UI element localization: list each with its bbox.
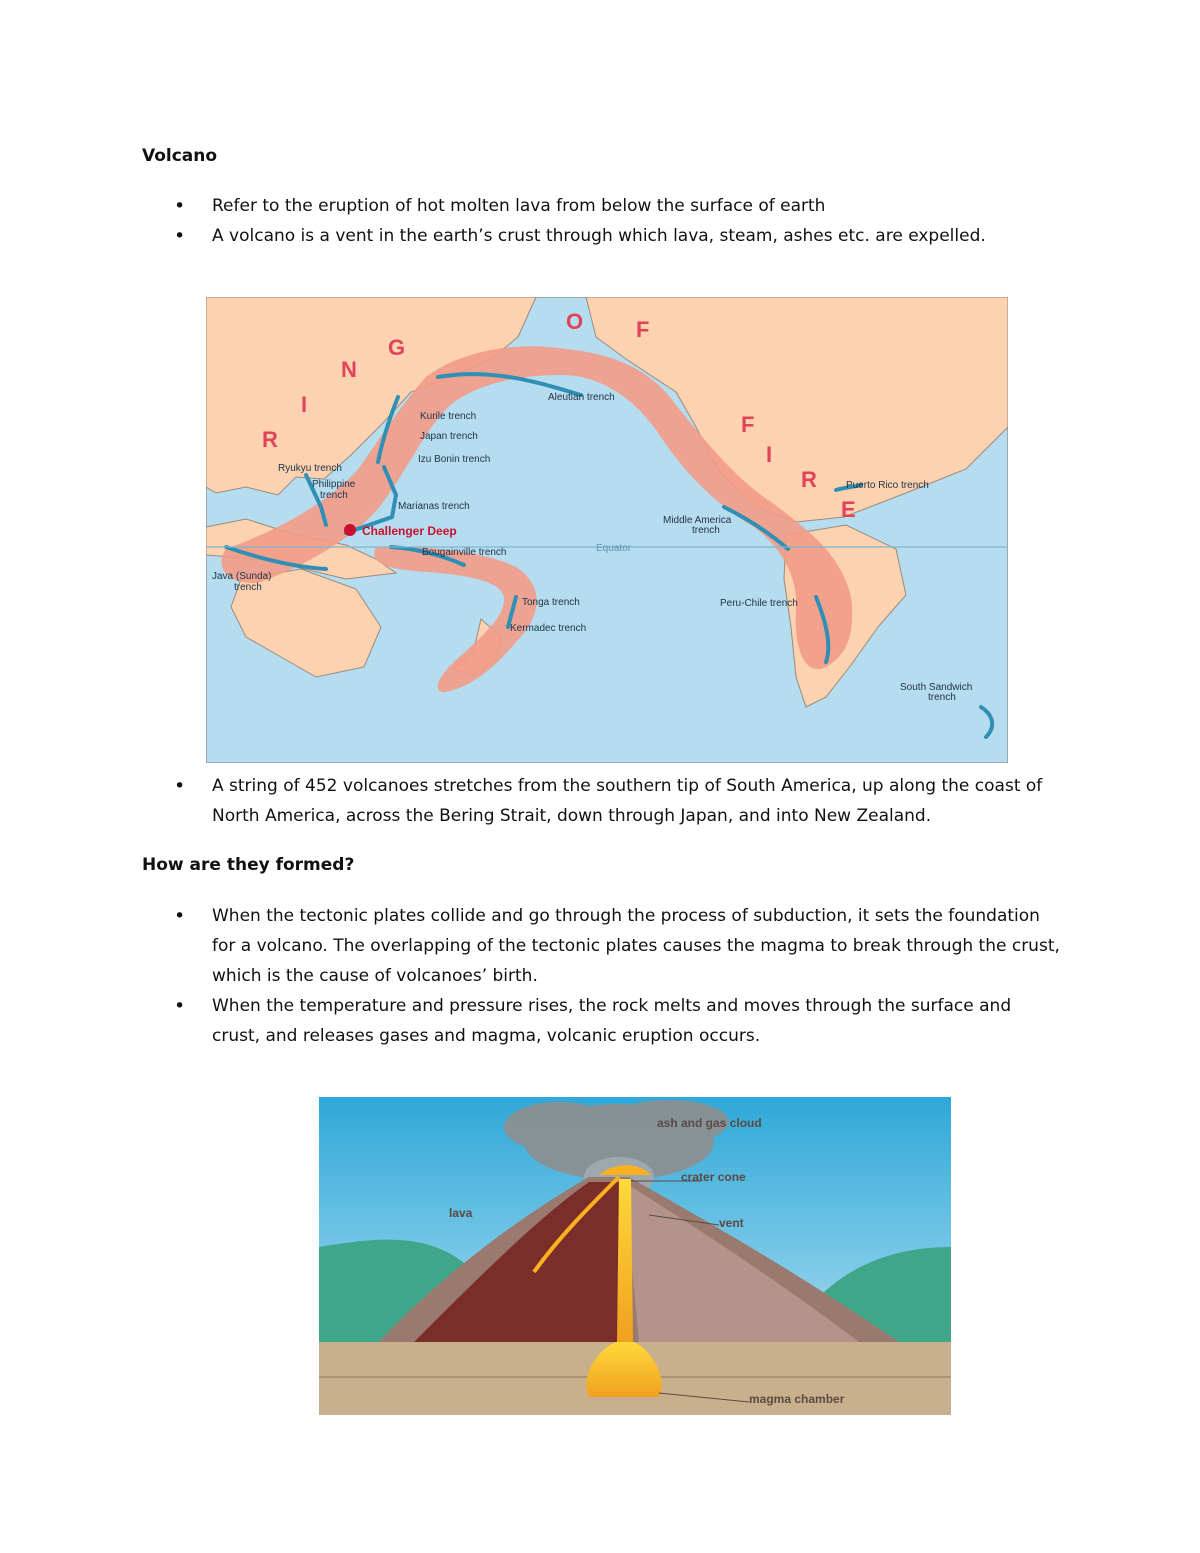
- volcano-diagram-svg: [319, 1097, 951, 1415]
- intro-bullet-list: [142, 191, 1062, 251]
- section-heading-volcano: Volcano: [142, 146, 218, 166]
- trench-label: Puerto Rico trench: [846, 480, 929, 491]
- trench-label: Marianas trench: [398, 501, 470, 512]
- title-letter: I: [301, 392, 308, 417]
- title-letter: N: [341, 357, 357, 382]
- trench-label: Japan trench: [420, 431, 478, 442]
- ring-of-fire-map: [206, 297, 1008, 763]
- trench-label: Izu Bonin trench: [418, 454, 491, 465]
- trench-label: Middle America: [663, 515, 732, 526]
- title-letter: R: [262, 427, 278, 452]
- trench-label: trench: [320, 490, 348, 501]
- trench-label: Kermadec trench: [510, 623, 587, 634]
- trench-label: South Sandwich: [900, 682, 973, 693]
- trench-label: Ryukyu trench: [278, 463, 342, 474]
- equator-label: Equator: [596, 543, 632, 554]
- title-letter: E: [841, 497, 856, 522]
- label-lava: lava: [449, 1206, 473, 1220]
- trench-label: trench: [928, 692, 956, 703]
- title-letter: O: [566, 309, 584, 334]
- challenger-deep-label: Challenger Deep: [362, 524, 457, 538]
- label-crater-cone: crater cone: [681, 1170, 746, 1184]
- title-letter: R: [801, 467, 817, 492]
- list-item: • A string of 452 volcanoes stretches from the southern tip of South America, up along the coast of North America, across the Bering Strait, down through Japan, and into New Zealand.: [142, 771, 1062, 831]
- trench-label: trench: [234, 582, 262, 593]
- title-letter: I: [766, 442, 773, 467]
- challenger-deep-marker: [344, 524, 356, 536]
- ring-of-fire-bullet-list: [142, 771, 1062, 831]
- title-letter: F: [741, 412, 755, 437]
- label-vent: vent: [719, 1216, 744, 1230]
- section-heading-formation: How are they formed?: [142, 855, 355, 875]
- list-item: • Refer to the eruption of hot molten lava from below the surface of earth: [142, 191, 1062, 221]
- trench-label: Java (Sunda): [212, 571, 272, 582]
- list-item: • A volcano is a vent in the earth’s crust through which lava, steam, ashes etc. are expelled.: [142, 221, 1062, 251]
- list-item: • When the temperature and pressure rises, the rock melts and moves through the surface and crust, and releases gases and magma, volcanic eruption occurs.: [142, 991, 1062, 1051]
- ring-of-fire-map-svg: [206, 297, 1008, 763]
- title-letter: G: [388, 335, 406, 360]
- trench-label: trench: [692, 525, 720, 536]
- trench-label: Kurile trench: [420, 411, 477, 422]
- formation-bullet-list: [142, 901, 1062, 1051]
- trench-label: Peru-Chile trench: [720, 598, 798, 609]
- central-vent: [617, 1179, 633, 1342]
- trench-label: Bougainville trench: [422, 547, 507, 558]
- trench-label: Philippine: [312, 479, 356, 490]
- list-item: • When the tectonic plates collide and go through the process of subduction, it sets the foundation for a volcano. The overlapping of the tectonic plates causes the magma to break through the crust, which is the cause of volcanoes’ birth.: [142, 901, 1062, 991]
- volcano-diagram: [319, 1097, 951, 1415]
- trench-label: Aleutian trench: [548, 392, 615, 403]
- trench-label: Tonga trench: [522, 597, 580, 608]
- label-magma-chamber: magma chamber: [749, 1392, 845, 1406]
- label-ash-cloud: ash and gas cloud: [657, 1116, 762, 1130]
- title-letter: F: [636, 317, 650, 342]
